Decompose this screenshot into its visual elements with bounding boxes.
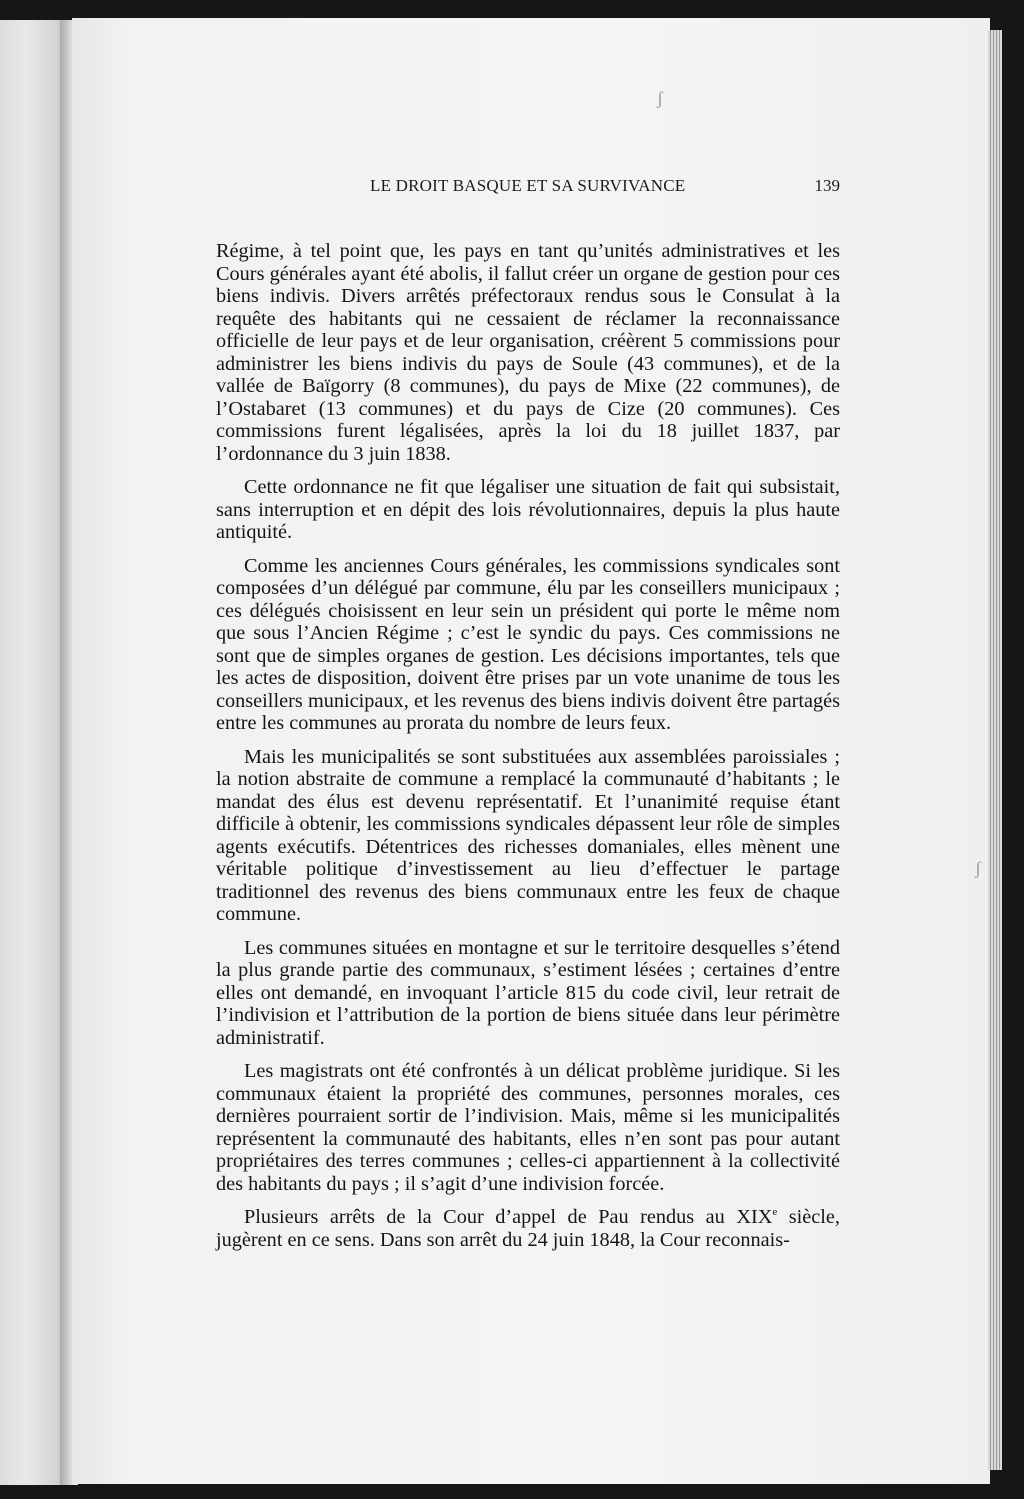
page-number: 139	[814, 176, 840, 195]
pencil-mark-icon: ʃ	[657, 88, 663, 108]
running-title: LE DROIT BASQUE ET SA SURVIVANCE	[370, 176, 686, 195]
paragraph-text: Plusieurs arrêts de la Cour d’appel de Pau rendus au XIX	[244, 1206, 773, 1228]
superscript: e	[772, 1206, 778, 1219]
paragraph: Comme les anciennes Cours générales, les commissions syndicales sont composées d’un délégué par commune, élu par les conseillers municipaux ; ces délégués choisissent en leur sein un président qui porte le même nom que sous l’Ancien Régime ; c’est le syndic du pays. Ces commissions ne sont que de simples organes de gestion. Les décisions importantes, tels que les actes de disposition, doivent être prises par un vote unanime de tous les conseillers municipaux, et les revenus des biens indivis doivent être partagés entre les communes au prorata du nombre de leurs feux.	[216, 554, 840, 734]
left-page-edge	[0, 20, 66, 1485]
paragraph: Régime, à tel point que, les pays en tant qu’unités administratives et les Cours générales ayant été abolis, il fallut créer un organe de gestion pour ces biens indivis. Divers arrêtés préfectoraux rendus sous le Consulat à la requête des habitants qui ne cessaient de réclamer la reconnaissance officielle de leur pays et de leur organisation, créèrent 5 commissions pour administrer les biens indivis du pays de Soule (43 communes), et de la vallée de Baïgorry (8 communes), du pays de Mixe (22 communes), de l’Ostabaret (13 communes) et du pays de Cize (20 communes). Ces commissions furent légalisées, après la loi du 18 juillet 1837, par l’ordonnance du 3 juin 1838.	[216, 240, 840, 465]
page-stack-edge	[988, 30, 1002, 1470]
paragraph: Les communes situées en montagne et sur le territoire desquelles s’étend la plus grande partie des communaux, s’estiment lésées ; certaines d’entre elles ont demandé, en invoquant l’article 815 du code civil, leur retrait de l’indivision et l’attribution de la portion de biens située dans leur périmètre administratif.	[216, 936, 840, 1049]
running-header	[216, 176, 840, 202]
paragraph-text: siècle, jugèrent en ce sens. Dans son arrêt du 24 juin 1848, la Cour reconnais-	[216, 1206, 841, 1251]
paragraph: Cette ordonnance ne fit que légaliser une situation de fait qui subsistait, sans interruption et en dépit des lois révolutionnaires, depuis la plus haute antiquité.	[216, 476, 840, 543]
paragraph-last	[216, 1206, 840, 1251]
pencil-mark-icon: ʃ	[975, 858, 981, 878]
paragraph: Les magistrats ont été confrontés à un délicat problème juridique. Si les communaux étaient la propriété des communes, personnes morales, ces dernières pourraient sortir de l’indivision. Mais, même si les municipalités représentent la communauté des habitants, elles n’en sont pas pour autant propriétaires des terres communes ; celles-ci appartiennent à la collectivité des habitants du pays ; il s’agit d’une indivision forcée.	[216, 1060, 840, 1195]
paragraph: Mais les municipalités se sont substituées aux assemblées paroissiales ; la notion abstraite de commune a remplacé la communauté d’habitants ; le mandat des élus est devenu représentatif. Et l’unanimité requise étant difficile à obtenir, les commissions syndicales dépassent leur rôle de simples agents exécutifs. Détentrices des richesses domaniales, elles mènent une véritable politique d’investissement au lieu d’effectuer le partage traditionnel des revenus des biens communaux entre les feux de chaque commune.	[216, 745, 840, 925]
body-text	[216, 240, 840, 1262]
